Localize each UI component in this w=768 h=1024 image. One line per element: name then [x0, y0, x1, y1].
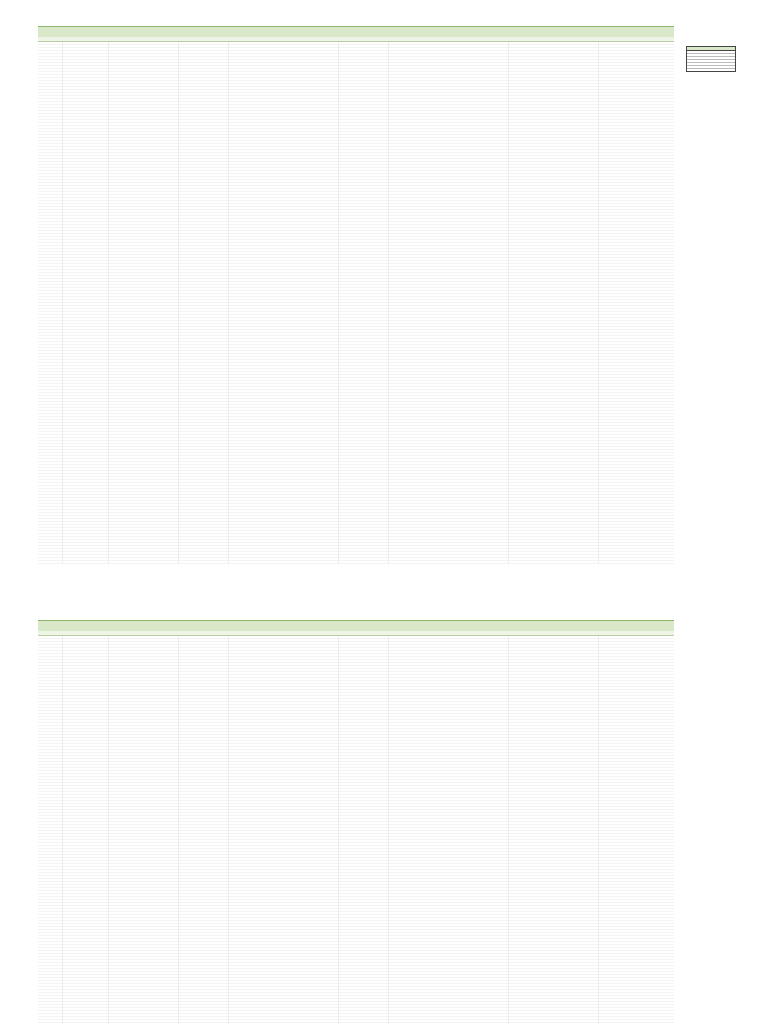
table-column-rules	[38, 42, 674, 564]
summary-box-rows	[687, 51, 735, 71]
table-body	[38, 42, 674, 564]
summary-box	[686, 46, 736, 72]
document-page-2	[0, 610, 768, 1024]
table-column-rules	[38, 636, 674, 1024]
table-body	[38, 636, 674, 1024]
